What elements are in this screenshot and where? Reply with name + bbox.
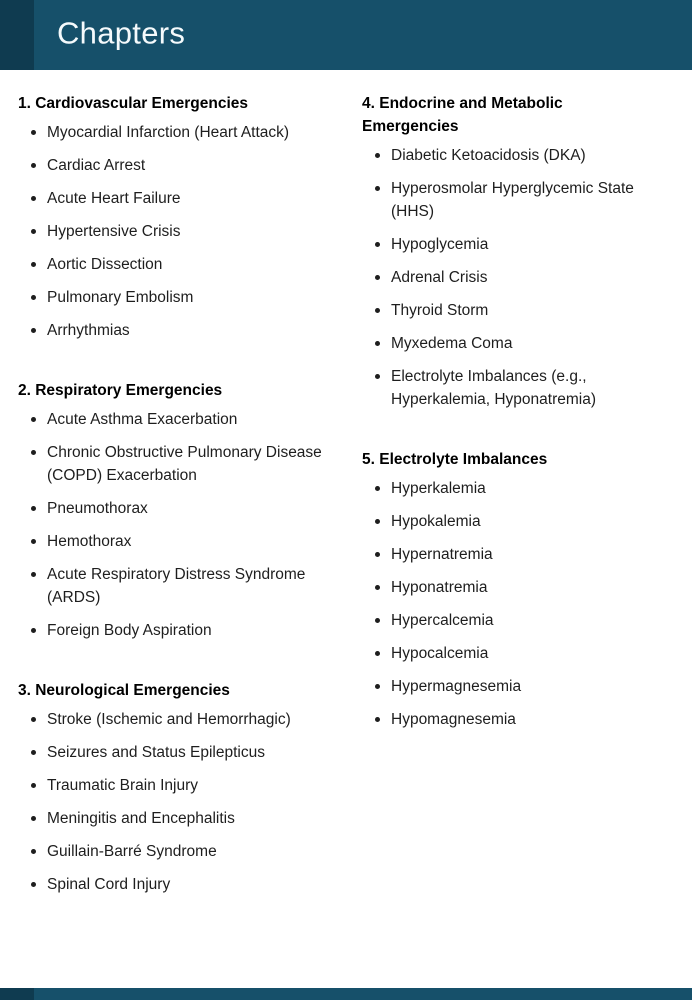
list-item: Hypocalcemia — [391, 642, 675, 665]
chapter-section — [362, 448, 692, 731]
section-heading: 4. Endocrine and Metabolic Emergencies — [362, 95, 563, 135]
list-item: Acute Heart Failure — [47, 187, 331, 210]
list-item: Aortic Dissection — [47, 253, 331, 276]
list-item: Hypokalemia — [391, 510, 675, 533]
section-heading: 5. Electrolyte Imbalances — [362, 451, 548, 468]
section-list — [362, 477, 692, 731]
column-1 — [18, 92, 348, 933]
footer-bar — [0, 988, 692, 1000]
section-list — [18, 708, 348, 896]
column-2 — [362, 92, 692, 933]
section-heading: 1. Cardiovascular Emergencies — [18, 95, 249, 112]
list-item: Hemothorax — [47, 530, 331, 553]
chapters-list — [0, 70, 692, 933]
list-item: Stroke (Ischemic and Hemorrhagic) — [47, 708, 331, 731]
list-item: Acute Asthma Exacerbation — [47, 408, 331, 431]
list-item: Spinal Cord Injury — [47, 873, 331, 896]
section-heading: 2. Respiratory Emergencies — [18, 382, 223, 399]
footer-accent-band — [0, 988, 34, 1000]
list-item: Meningitis and Encephalitis — [47, 807, 331, 830]
section-list — [18, 408, 348, 642]
list-item: Chronic Obstructive Pulmonary Disease (COPD) Exacerbation — [47, 441, 331, 487]
list-item: Hyperkalemia — [391, 477, 675, 500]
list-item: Guillain-Barré Syndrome — [47, 840, 331, 863]
list-item: Adrenal Crisis — [391, 266, 675, 289]
page-header — [0, 0, 692, 70]
list-item: Traumatic Brain Injury — [47, 774, 331, 797]
list-item: Hypoglycemia — [391, 233, 675, 256]
list-item: Pneumothorax — [47, 497, 331, 520]
list-item: Hypertensive Crisis — [47, 220, 331, 243]
list-item: Hypomagnesemia — [391, 708, 675, 731]
chapter-section — [18, 92, 348, 342]
list-item: Pulmonary Embolism — [47, 286, 331, 309]
list-item: Hypermagnesemia — [391, 675, 675, 698]
page-title: Chapters — [57, 15, 186, 51]
list-item: Foreign Body Aspiration — [47, 619, 331, 642]
list-item: Hypercalcemia — [391, 609, 675, 632]
list-item: Hypernatremia — [391, 543, 675, 566]
list-item: Thyroid Storm — [391, 299, 675, 322]
list-item: Myxedema Coma — [391, 332, 675, 355]
list-item: Hyponatremia — [391, 576, 675, 599]
list-item: Myocardial Infarction (Heart Attack) — [47, 121, 331, 144]
section-heading: 3. Neurological Emergencies — [18, 682, 230, 699]
chapter-section — [362, 92, 692, 411]
list-item: Hyperosmolar Hyperglycemic State (HHS) — [391, 177, 675, 223]
list-item: Seizures and Status Epilepticus — [47, 741, 331, 764]
list-item: Diabetic Ketoacidosis (DKA) — [391, 144, 675, 167]
chapter-section — [18, 379, 348, 642]
list-item: Electrolyte Imbalances (e.g., Hyperkalemia, Hyponatremia) — [391, 365, 675, 411]
chapter-section — [18, 679, 348, 896]
list-item: Cardiac Arrest — [47, 154, 331, 177]
header-accent-band — [0, 0, 34, 70]
section-list — [362, 144, 692, 411]
list-item: Arrhythmias — [47, 319, 331, 342]
section-list — [18, 121, 348, 342]
list-item: Acute Respiratory Distress Syndrome (ARDS) — [47, 563, 331, 609]
